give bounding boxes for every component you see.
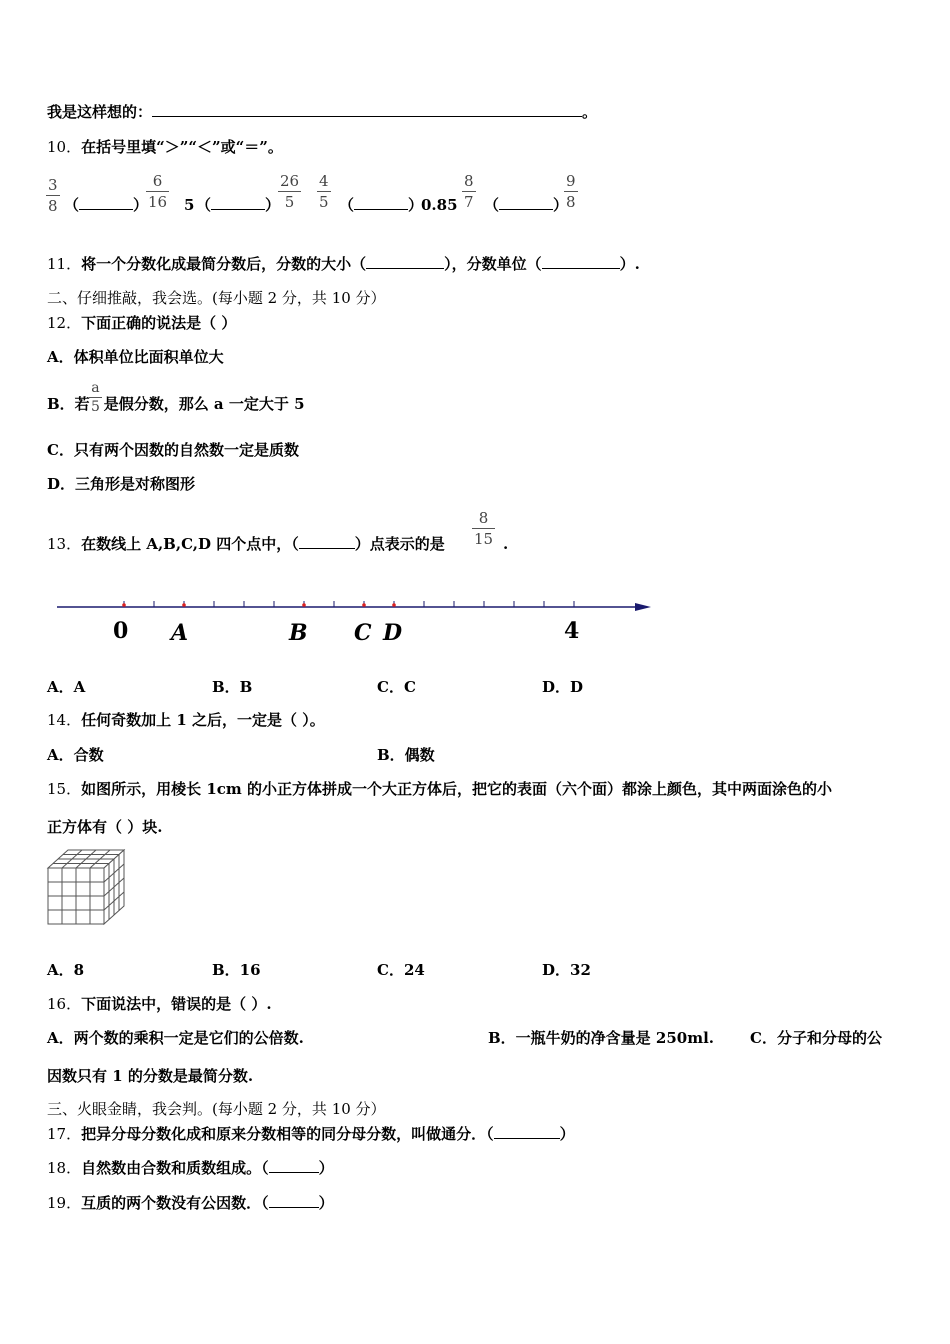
q12-option-c[interactable]: C．只有两个因数的自然数一定是质数 (47, 441, 299, 459)
section-2-heading: 二、仔细推敲，我会选。(每小题 2 分，共 10 分） (47, 289, 386, 307)
reasoning-line: 我是这样想的： 。 (47, 103, 598, 121)
q12-option-d[interactable]: D．三角形是对称图形 (47, 475, 196, 493)
q13-option-b[interactable]: B．B (212, 678, 253, 696)
answer-blank[interactable] (152, 102, 582, 117)
question-19: 19．互质的两个数没有公因数．（ ） (47, 1194, 334, 1212)
label-4: 4 (564, 618, 580, 644)
q13-option-a[interactable]: A．A (47, 678, 86, 696)
q15-option-d[interactable]: D．32 (542, 961, 591, 979)
answer-blank[interactable] (79, 195, 133, 210)
question-18: 18．自然数由合数和质数组成。（ ） (47, 1159, 334, 1177)
answer-blank[interactable] (269, 1158, 319, 1173)
q12-option-a[interactable]: A．体积单位比面积单位大 (47, 348, 224, 366)
answer-blank[interactable] (499, 195, 553, 210)
label-b: B (289, 620, 308, 646)
decimal-0-85: 0.85 (421, 196, 458, 214)
q16-option-c-cont: 因数只有 1 的分数是最简分数. (47, 1067, 254, 1085)
q15-option-a[interactable]: A．8 (47, 961, 85, 979)
answer-blank[interactable] (494, 1124, 560, 1139)
point-a (182, 603, 186, 607)
q15-option-c[interactable]: C．24 (377, 961, 425, 979)
q14-option-a[interactable]: A．合数 (47, 746, 104, 764)
question-12: 12．下面正确的说法是（ ） (47, 314, 237, 332)
q13-option-c[interactable]: C．C (377, 678, 416, 696)
answer-blank[interactable] (354, 195, 408, 210)
q16-option-a[interactable]: A．两个数的乘积一定是它们的公倍数. (47, 1029, 304, 1047)
label-c: C (354, 620, 372, 646)
q14-option-b[interactable]: B．偶数 (377, 746, 435, 764)
fraction-4-5: 4 5 (319, 172, 329, 211)
compare-blank-1: （ ） (64, 196, 149, 214)
fraction-9-8: 9 8 (566, 172, 576, 211)
fraction-6-16: 6 16 (148, 172, 168, 211)
cube-figure (46, 848, 128, 926)
question-10: 10．在括号里填“＞”“＜”或“＝”。 (47, 138, 283, 156)
question-14: 14．任何奇数加上 1 之后，一定是（ ）。 (47, 711, 325, 729)
point-zero (122, 603, 126, 607)
compare-blank-3: （ ） (339, 196, 424, 214)
q16-option-c[interactable]: C．分子和分母的公 (750, 1029, 882, 1047)
point-b (302, 603, 306, 607)
question-11: 11．将一个分数化成最简分数后，分数的大小（ ），分数单位（ ）. (47, 255, 640, 273)
label-d: D (383, 620, 403, 646)
fraction-a-5: a 5 (91, 380, 100, 415)
q16-option-b[interactable]: B．一瓶牛奶的净含量是 250ml. (488, 1029, 715, 1047)
answer-blank[interactable] (542, 254, 620, 269)
section-3-heading: 三、火眼金睛，我会判。(每小题 2 分，共 10 分） (47, 1100, 386, 1118)
fraction-8-7: 8 7 (464, 172, 474, 211)
fraction-26-5: 26 5 (280, 172, 300, 211)
question-15-cont: 正方体有（ ）块. (47, 818, 163, 836)
label-0: 0 (113, 618, 129, 644)
compare-blank-2: （ ） (196, 196, 281, 214)
question-16: 16．下面说法中，错误的是（ ）. (47, 995, 272, 1013)
question-13: 13．在数线上 A,B,C,D 四个点中，（ ）点表示的是 (47, 535, 445, 553)
fraction-3-8: 3 8 (48, 176, 58, 215)
q15-option-b[interactable]: B．16 (212, 961, 261, 979)
point-d (392, 603, 396, 607)
q12-option-b[interactable]: B．若 是假分数，那么 a 一定大于 5 (47, 395, 305, 413)
number-line-figure (55, 592, 655, 648)
answer-blank[interactable] (269, 1193, 319, 1208)
period: . (503, 535, 509, 553)
answer-blank[interactable] (299, 534, 355, 549)
answer-blank[interactable] (366, 254, 444, 269)
question-17: 17．把异分母分数化成和原来分数相等的同分母分数，叫做通分．（ ） (47, 1125, 575, 1143)
compare-blank-4: （ ） (484, 196, 569, 214)
question-15: 15．如图所示，用棱长 1cm 的小正方体拼成一个大正方体后，把它的表面（六个面）都涂上颜色，其中两面涂色的小 (47, 780, 832, 798)
point-c (362, 603, 366, 607)
answer-blank[interactable] (211, 195, 265, 210)
fraction-8-15: 8 15 (474, 509, 494, 548)
q13-option-d[interactable]: D．D (542, 678, 584, 696)
label-a: A (171, 620, 189, 646)
number-5: 5 (184, 196, 195, 214)
arrow-head-icon (635, 603, 651, 611)
